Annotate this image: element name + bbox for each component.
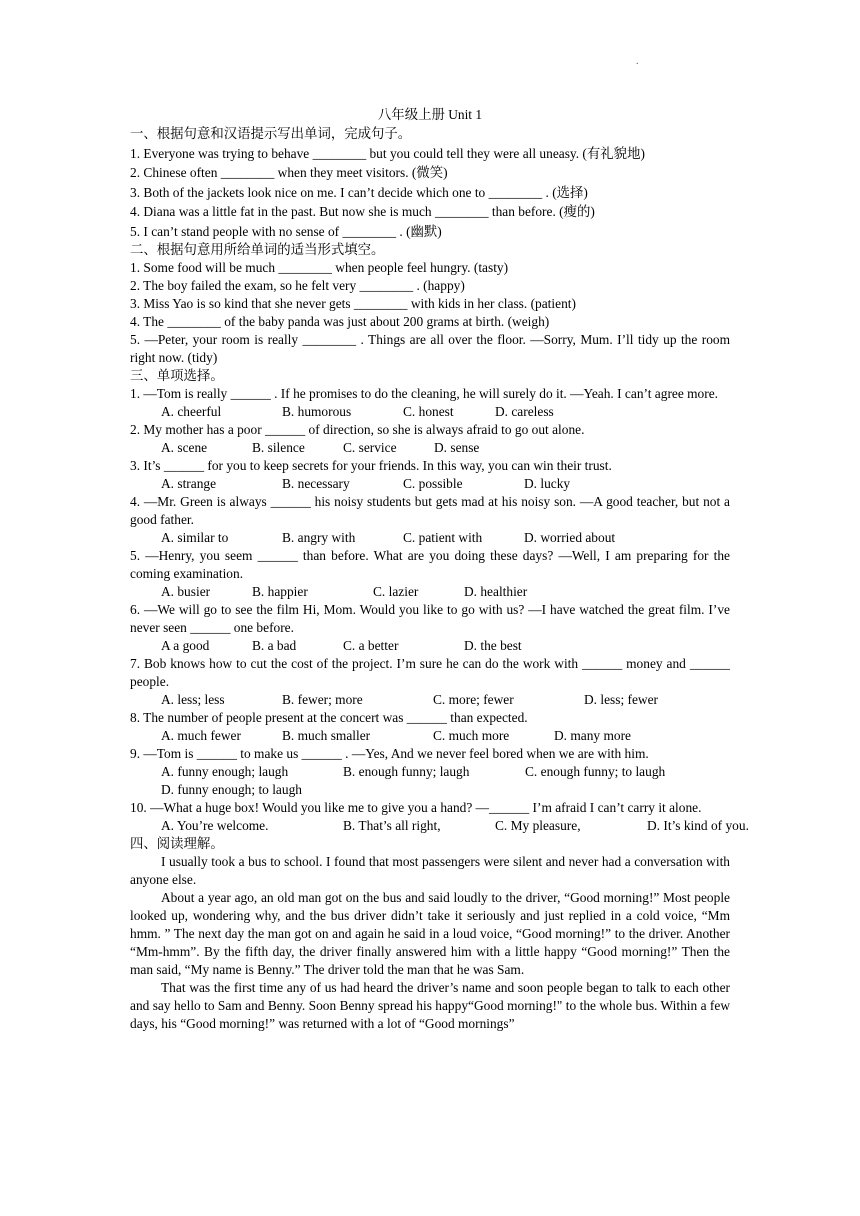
option: B. angry with (282, 529, 356, 545)
s1-item: 3. Both of the jackets look nice on me. I can’t decide which one to ________ . (选择) (130, 184, 588, 200)
mc-question: 3. It’s ______ for you to keep secrets for your friends. In this way, you can win their trust. (130, 457, 612, 473)
option: D. the best (464, 637, 522, 653)
s2-item: 4. The ________ of the baby panda was just about 200 grams at birth. (weigh) (130, 313, 550, 329)
option: D. less; fewer (584, 691, 658, 707)
s1-item: 5. I can’t stand people with no sense of ________ . (幽默) (130, 223, 442, 239)
option: C. more; fewer (433, 691, 514, 707)
page-title: 八年级上册 Unit 1 (377, 107, 483, 122)
s1-item: 4. Diana was a little fat in the past. But now she is much ________ than before. (瘦的) (130, 204, 595, 219)
mc-question: 7. Bob knows how to cut the cost of the project. I’m sure he can do the work with ______ money and ______ people. (130, 655, 730, 689)
mc-options (130, 637, 730, 655)
option: A. scene (161, 439, 208, 455)
option: C. enough funny; to laugh (525, 763, 666, 779)
option: B. That’s all right, (343, 817, 441, 833)
mc-question: 4. —Mr. Green is always ______ his noisy students but gets mad at his noisy son. —A good teacher, but not a good father. (130, 493, 730, 527)
option: C. patient with (403, 529, 483, 545)
option: B. humorous (282, 403, 352, 419)
option: B. much smaller (282, 727, 371, 743)
option: D. lucky (524, 475, 571, 491)
mc-options (130, 583, 730, 601)
option: D. funny enough; to laugh (161, 781, 302, 797)
worksheet (130, 106, 749, 1033)
option: C. lazier (373, 583, 419, 599)
option: A. cheerful (161, 403, 222, 419)
reading-paragraph: I usually took a bus to school. I found that most passengers were silent and never had a conversation with anyone else. (130, 853, 730, 887)
option: B. necessary (282, 475, 350, 491)
mc-options (130, 403, 730, 421)
option: B. fewer; more (282, 691, 363, 707)
mc-options (130, 817, 749, 835)
option: B. enough funny; laugh (343, 763, 470, 779)
option: C. much more (433, 727, 510, 743)
option: A. much fewer (161, 727, 241, 743)
option: D. worried about (524, 529, 616, 545)
option: D. healthier (464, 583, 528, 599)
mc-options (130, 529, 730, 547)
option: C. possible (403, 475, 463, 491)
option: C. service (343, 439, 397, 455)
header-dot: . (636, 56, 639, 67)
mc-options (130, 781, 730, 799)
s2-item: 5. —Peter, your room is really ________ . Things are all over the floor. —Sorry, Mum. I’ll tidy up the room right now. (tidy) (130, 331, 730, 365)
section-1-heading: 一、根据句意和汉语提示写出单词，完成句子。 (130, 126, 412, 141)
option: D. It’s kind of you. (647, 817, 749, 833)
option: A. funny enough; laugh (161, 763, 289, 779)
option: C. honest (403, 403, 454, 419)
option: B. a bad (252, 637, 297, 653)
option: C. My pleasure, (495, 817, 581, 833)
mc-question: 5. —Henry, you seem ______ than before. What are you doing these days? —Well, I am preparing for the coming examination. (130, 547, 730, 581)
option: C. a better (343, 637, 399, 653)
s1-item: 1. Everyone was trying to behave ________ but you could tell they were all uneasy. (有礼貌地) (130, 145, 645, 161)
option: D. many more (554, 727, 631, 743)
mc-options (130, 727, 730, 745)
option: D. sense (434, 439, 480, 455)
option: A. less; less (161, 691, 225, 707)
section-3-heading: 三、单项选择。 (130, 367, 224, 383)
mc-question: 9. —Tom is ______ to make us ______ . —Yes, And we never feel bored when we are with him. (130, 745, 649, 761)
mc-question: 8. The number of people present at the concert was ______ than expected. (130, 709, 528, 725)
mc-options (130, 439, 730, 457)
option: A. strange (161, 475, 217, 491)
option: D. careless (495, 403, 554, 419)
mc-question: 6. —We will go to see the film Hi, Mom. Would you like to go with us? —I have watched the great film. I’ve never seen ______ one before. (130, 601, 730, 635)
reading-paragraph: About a year ago, an old man got on the bus and said loudly to the driver, “Good morning!” Most people looked up, wondering why, and the bus driver didn’t take it seriously and just replied in a cold voice, “Mm hmm. ” The next day the man got on and again he said in a loud voice, “Good morning!” to the driver. Another “Mm-hmm”. By the fifth day, the driver finally answered him with a little happy “Good morning!” Then the man said, “My name is Benny.” The driver told the man that he was Sam. (130, 889, 730, 977)
option: A a good (161, 637, 210, 653)
s2-item: 2. The boy failed the exam, so he felt very ________ . (happy) (130, 277, 465, 293)
mc-options (130, 763, 730, 781)
section-4-heading: 四、阅读理解。 (130, 835, 224, 851)
mc-options (130, 691, 730, 709)
option: A. similar to (161, 529, 229, 545)
option: A. busier (161, 583, 211, 599)
s2-item: 1. Some food will be much ________ when people feel hungry. (tasty) (130, 259, 509, 275)
section-2-heading: 二、根据句意用所给单词的适当形式填空。 (130, 241, 385, 257)
s2-item: 3. Miss Yao is so kind that she never gets ________ with kids in her class. (patient) (130, 295, 576, 311)
mc-question: 2. My mother has a poor ______ of direction, so she is always afraid to go out alone. (130, 421, 585, 437)
mc-question: 10. —What a huge box! Would you like me to give you a hand? —______ I’m afraid I can’t carry it alone. (130, 799, 702, 815)
mc-options (130, 475, 730, 493)
s1-item: 2. Chinese often ________ when they meet visitors. (微笑) (130, 165, 448, 180)
option: B. silence (252, 439, 305, 455)
option: B. happier (252, 583, 308, 599)
option: A. You’re welcome. (161, 817, 269, 833)
mc-question: 1. —Tom is really ______ . If he promises to do the cleaning, he will surely do it. —Yeah. I can’t agree more. (130, 385, 718, 401)
reading-paragraph: That was the first time any of us had heard the driver’s name and soon people began to talk to each other and say hello to Sam and Benny. Soon Benny spread his happy“Good morning!" to the whole bus. Within a few days, his “Good morning!” was returned with a lot of “Good mornings” (130, 979, 730, 1031)
